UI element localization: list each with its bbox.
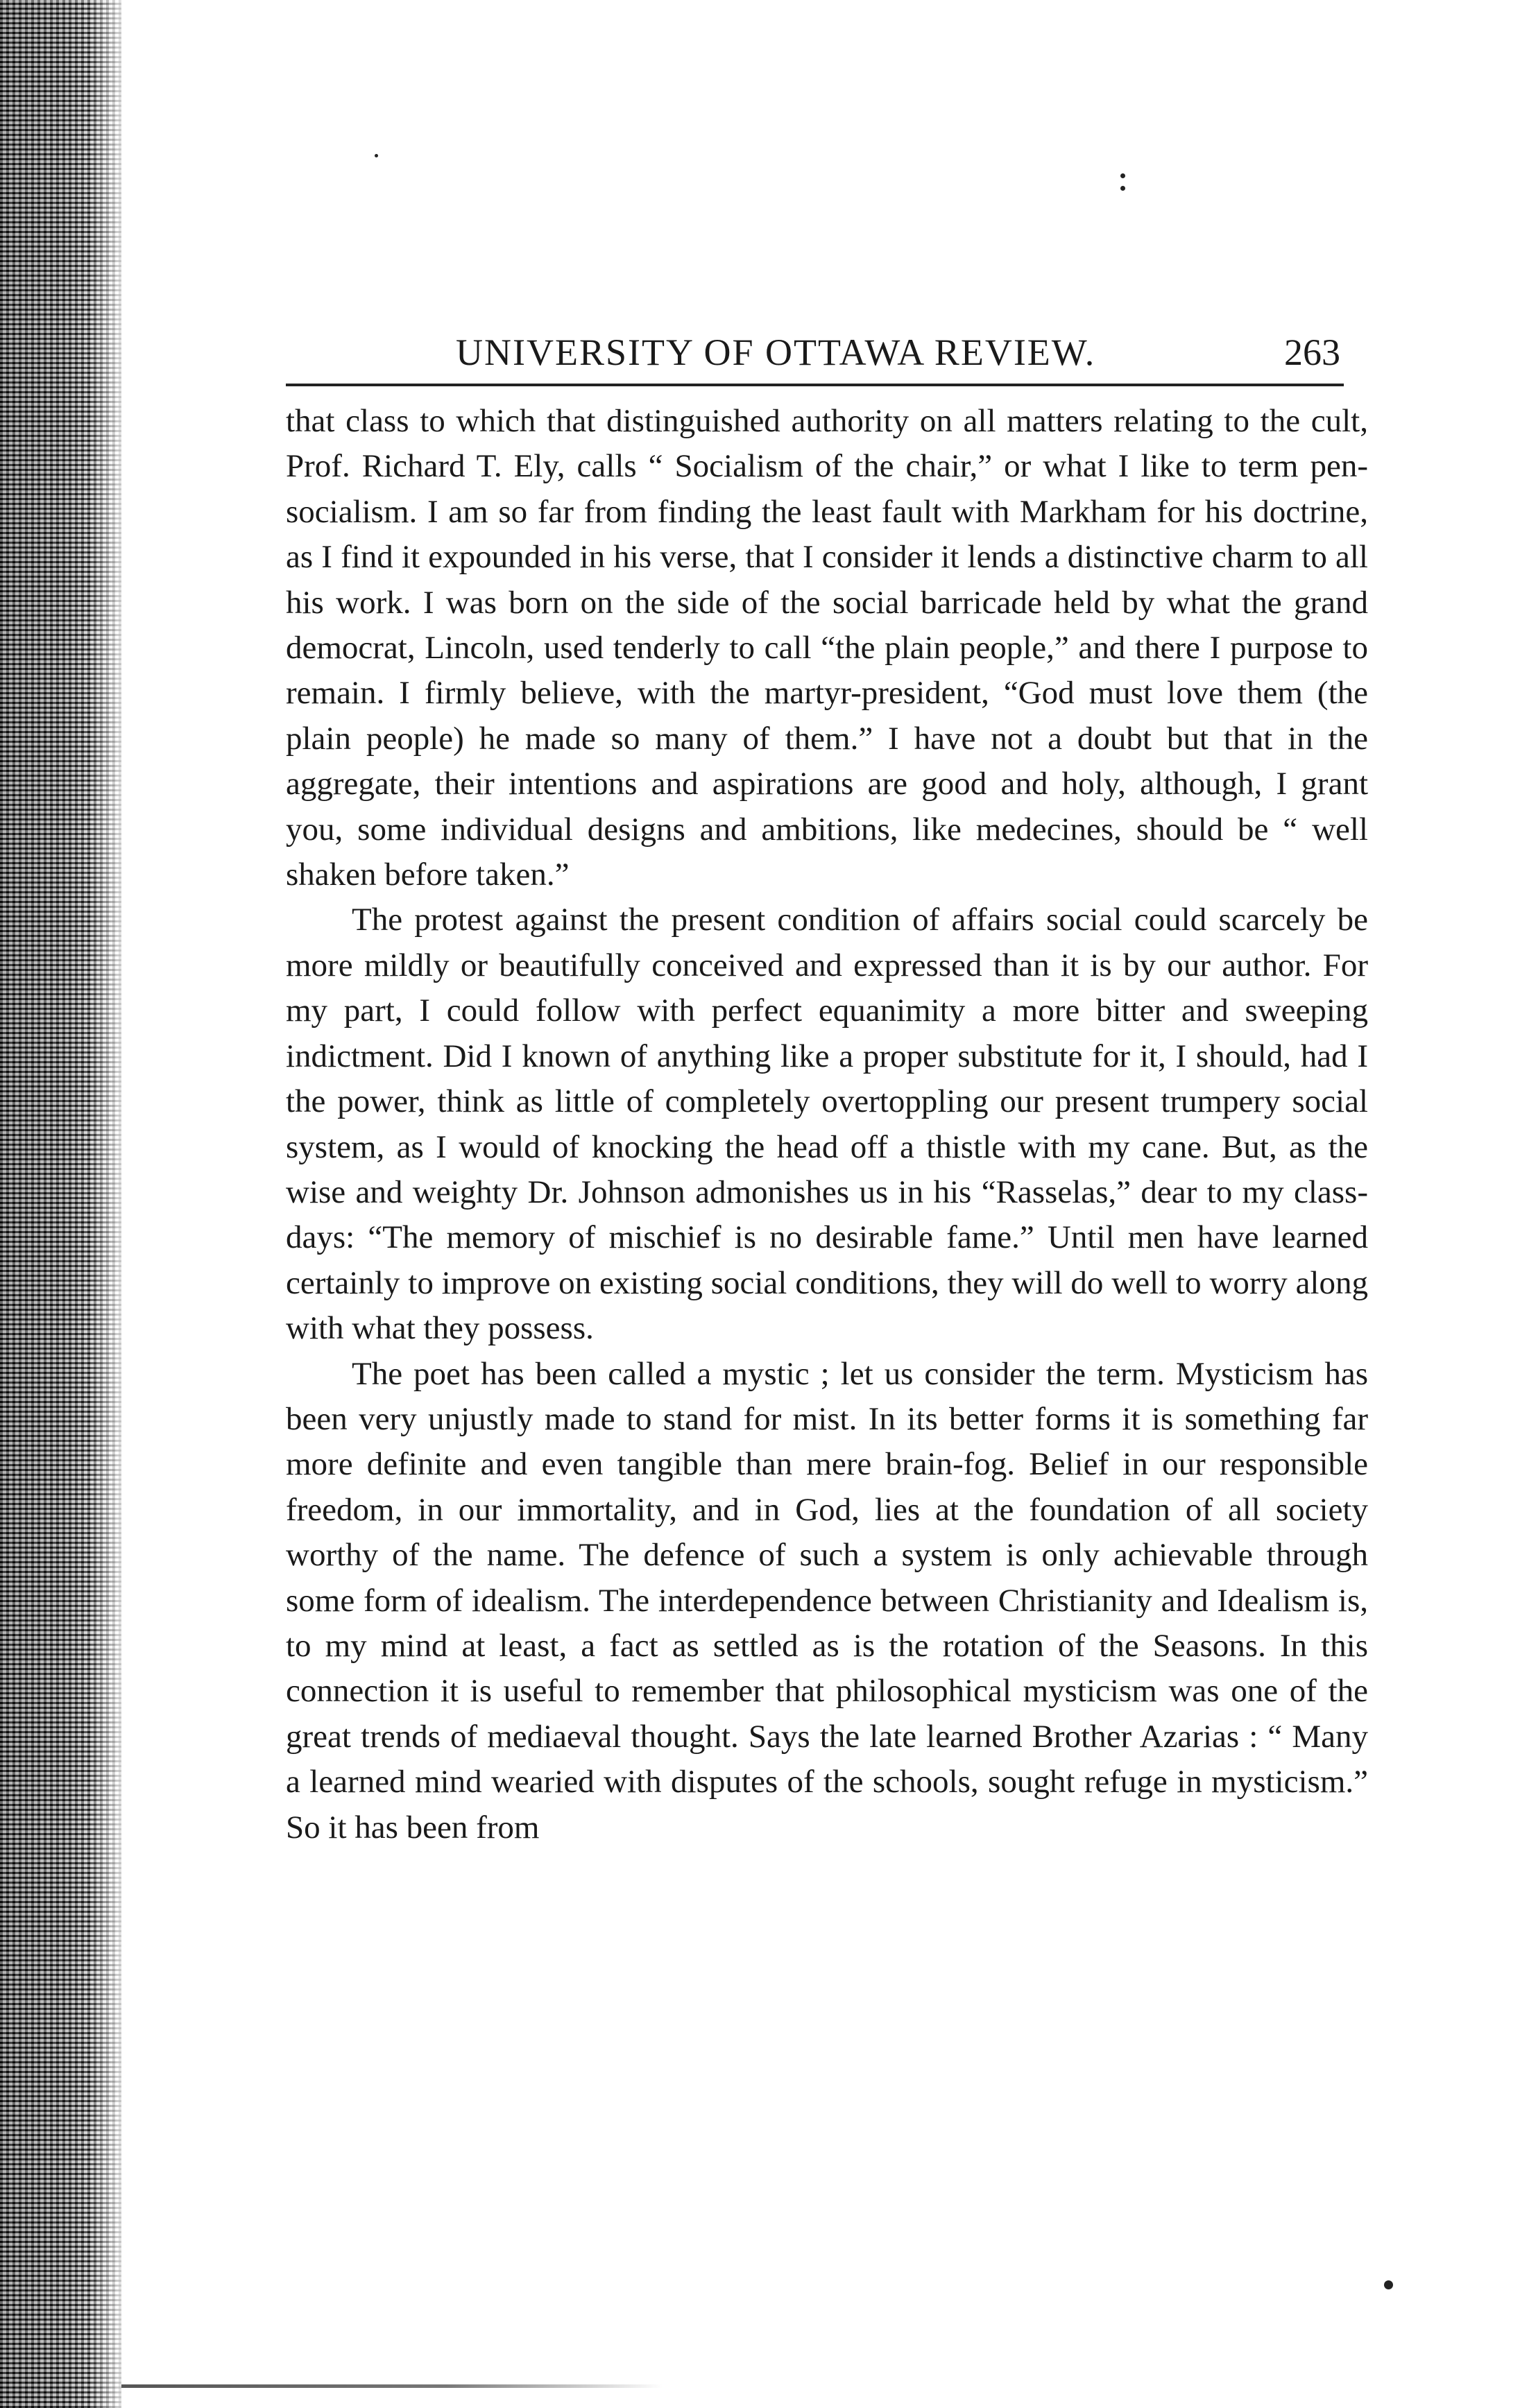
bottom-scan-rule [121,2384,663,2388]
paragraph-protest: The protest against the present condition of affairs social could scarcely be more mildly or beautifully conceived and expressed than it is by our author. For my part, I could follow with perfect equanimity a more bitter and sweeping indictment. Did I known of anything like a proper substitute for it, I should, had I the power, think as little of completely overtoppling our present trumpery social system, as I would of knocking the head off a thistle with my cane. But, as the wise and weighty Dr. Johnson admonishes us in his “Rasselas,” dear to my class-days: “The memory of mischief is no desirable fame.” Until men have learned certainly to improve on existing social conditions, they will do well to worry along with what they possess. [286,902,1368,1347]
running-title: UNIVERSITY OF OTTAWA REVIEW. [456,332,1096,373]
page-number: 263 [1284,332,1340,373]
scan-speck [1384,2280,1393,2289]
page-header [286,325,1368,380]
paragraph-continued: that class to which that distinguished authority on all matters relating to the cult, Prof. Richard T. Ely, calls “ Socialism of the chair,” or what I like to term pen-socialism. I am so far from finding the least fault with Markham for his doctrine, as I find it expounded in his verse, that I consider it lends a distinctive charm to all his work. I was born on the side of the social barricade held by what the grand democrat, Lincoln, used tenderly to call “the plain people,” and there I purpose to remain. I firmly believe, with the martyr-president, “God must love them (the plain people) he made so many of them.” I have not a doubt but that in the aggregate, their intentions and aspirations are good and holy, although, I grant you, some individual designs and ambitions, like medecines, should be “ well shaken before taken.” [286,403,1368,893]
scan-speck [375,154,378,157]
scan-speck [1120,173,1125,178]
paragraph-mysticism: The poet has been called a mystic ; let us consider the term. Mysticism has been very unjustly made to stand for mist. In its better forms it is something far more definite and even tangible than mere brain-fog. Belief in our responsible freedom, in our immortality, and in God, lies at the foundation of all society worthy of the name. The defence of such a system is only achievable through some form of idealism. The interdependence between Christianity and Idealism is, to my mind at least, a fact as settled as is the rotation of the Seasons. In this connection it is useful to remember that philosophical mysticism was one of the great trends of mediaeval thought. Says the late learned Brother Azarias : “ Many a learned mind wearied with disputes of the schools, sought refuge in mysticism.” So it has been from [286,1355,1368,1846]
binding-edge-fade [90,0,132,2408]
scan-speck [1120,186,1125,191]
header-rule [286,384,1344,386]
article-body [286,399,1368,1850]
